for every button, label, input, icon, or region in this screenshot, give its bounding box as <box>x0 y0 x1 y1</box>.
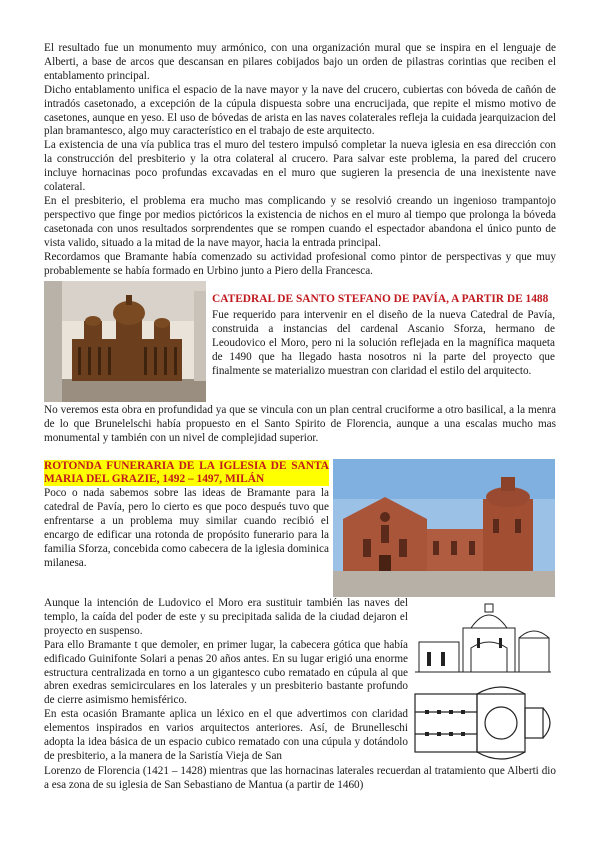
intro-section <box>44 42 556 278</box>
grazie-closing <box>44 765 556 793</box>
pavia-section <box>212 293 555 379</box>
pavia-paragraph-2: No veremos esta obra en profundidad ya que se vincula con un plan central cruciforme a otro basilical, a la menra de lo que Brunelelschi había propuesto en el Santo Spirito de Florencia, aunque a una escalas mucho mas monumental y también con un nivel de complejidad superior. <box>44 404 556 444</box>
intro-paragraph-2: Dicho entablamento unifica el espacio de la nave mayor y la nave del crucero, cubiertas con bóveda de cañón de intradós casetonado, a excepción de la cúpula dispuesta sobre una encrucijada, que repite el mismo motivo de casetones, aunque en yeso. El uso de bóvedas de arista en las naves colaterales refleja la cuidada jearquizacion del plan bramantesco, algo muy característico en el trabajo de este arquitecto. <box>44 83 556 138</box>
intro-paragraph-3: La existencia de una vía publica tras el muro del testero impulsó completar la nueva iglesia en esa dirección con la construcción del presbiterio y la otra colateral al crucero. Para salvar este problema, la pared del crucero incluye hornacinas poco profundas excavadas en el muro que sugieren la presencia de una inexistente nave colateral. <box>44 139 556 194</box>
pavia-paragraph-1: Fue requerido para intervenir en el diseño de la nueva Catedral de Pavía, construida a instancias del cardenal Ascanio Sforza, hermano de Leoudovico el Moro, pero ni la solución reflejada en la magnífica maqueta de 1490 que ha llegado hasta nosotros ni la parte del proyecto que finalmente se materializo muestran con claridad el estilo del arquitecto. <box>212 309 555 377</box>
grazie-title: ROTONDA FUNERARIA DE LA IGLESIA DE SANTA MARIA DEL GRAZIE, 1492 – 1497, MILÁN <box>44 460 329 485</box>
pavia-title: CATEDRAL DE SANTO STEFANO DE PAVÍA, A PARTIR DE 1488 <box>212 293 549 305</box>
grazie-section-drawing <box>411 598 555 678</box>
grazie-paragraph-4b: Lorenzo de Florencia (1421 – 1428) mientras que las hornacinas laterales recuerdan al tratamiento que Alberti dio a esa zona de su iglesia de San Sebastiano de Mantua (a partir de 1460) <box>44 765 556 791</box>
grazie-paragraph-1: Poco o nada sabemos sobre las ideas de Bramante para la catedral de Pavía, pero lo cierto es que poco después tuvo que enfrentarse a un problema muy similar cuando recibió el encargo de edificar una rotonda de propósito funerario para la familia Sforza, concebida como cabecera de la iglesia dominica milanesa. <box>44 487 329 569</box>
pavia-section-continued <box>44 404 556 446</box>
grazie-church-photo <box>333 459 555 597</box>
grazie-section <box>44 460 329 570</box>
intro-paragraph-1: El resultado fue un monumento muy armónico, con una organización mural que se inspira en el lenguaje de Alberti, a base de arcos que descansan en pilares cobijados bajo un orden de pilastras corintias que reciben el entablamento principal. <box>44 42 556 82</box>
intro-paragraph-5: Recordamos que Bramante había comenzado su actividad profesional como pintor de perspectivas y que muy probablemente se había formado en Urbino junto a Piero della Francesca. <box>44 250 556 277</box>
grazie-paragraph-3: Para ello Bramante t que demoler, en primer lugar, la cabecera gótica que había edificado Guinifonte Solari a penas 20 años antes. En su lugar erigió una enorme estructura centralizada en torno a un gigantesco cubo rematado en cúpula al que abren exedras semicirculares en los laterales y un presbiterio bastante profundo de cierre asimismo hemisférico. <box>44 638 408 707</box>
intro-paragraph-4: En el presbiterio, el problema era mucho mas complicando y se resolvió creando un ingenioso trampantojo perspectivo que finge por medios pictóricos la existencia de nichos en el muro al tiempo que prolonga la bóveda casetonada con unos resultados sorprendentes que se rompen cuando el espectador abandona el único punto de vista valido, situado a la mitad de la nave mayor, hacia la entrada principal. <box>44 194 556 249</box>
grazie-section-continued <box>44 597 408 764</box>
grazie-paragraph-4a: En esta ocasión Bramante aplica un léxico en el que advertimos con claridad elementos inspirados en varios arquitectos anteriores. Así, de Brunelleschi adopta la idea básica de un espacio cubico rematado con una cúpula y dotándolo de presbiterio, a la manera de la Saristía Vieja de San <box>44 708 408 762</box>
grazie-paragraph-2: Aunque la intención de Ludovico el Moro era sustituir también las naves del templo, la caída del poder de este y su precipitada salida de la ciudad dejaron el proyecto en suspenso. <box>44 597 408 637</box>
pavia-model-photo <box>44 281 206 402</box>
grazie-plan-drawing <box>411 682 555 764</box>
